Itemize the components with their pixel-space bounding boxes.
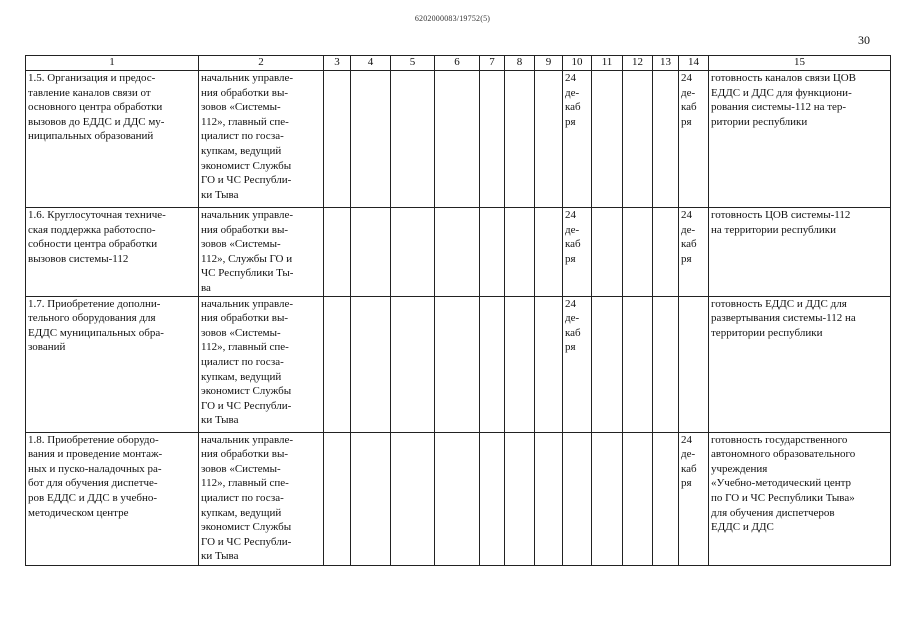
text-line: автономного образовательного xyxy=(711,448,856,461)
empty-cell-3 xyxy=(324,432,351,565)
deadline-cell-10 xyxy=(563,208,592,297)
text-line: начальник управле- xyxy=(201,209,294,221)
text-line: ва xyxy=(201,281,211,294)
empty-cell-11 xyxy=(592,208,623,297)
text-line: циалист по госза- xyxy=(201,491,284,504)
text-line: ЕДДС и ДДС для функциони- xyxy=(711,86,852,99)
text-line: ГО и ЧС Республи- xyxy=(201,535,292,548)
responsible-cell xyxy=(199,432,324,565)
empty-cell-5 xyxy=(391,296,435,432)
text-line: циалист по госза- xyxy=(201,355,284,368)
text-line: 1.5. Организация и предос- xyxy=(28,72,156,84)
empty-cell-13 xyxy=(653,432,679,565)
column-number-7: 7 xyxy=(480,56,505,71)
text-line: 1.6. Круглосуточная техниче- xyxy=(28,209,166,221)
text-line: ниципальных образований xyxy=(28,130,154,143)
empty-cell-8 xyxy=(505,432,535,565)
text-line: де- xyxy=(681,448,696,461)
text-line: де- xyxy=(565,86,580,99)
text-line: де- xyxy=(565,223,580,236)
column-number-13: 13 xyxy=(653,56,679,71)
text-line: ния обработки вы- xyxy=(201,448,289,461)
empty-cell-6 xyxy=(435,432,480,565)
text-line: ГО и ЧС Республи- xyxy=(201,174,292,187)
text-line: ря xyxy=(565,115,576,128)
empty-cell-4 xyxy=(351,71,391,208)
text-line: готовность государственного xyxy=(711,433,848,446)
text-line: ская поддержка работоспо- xyxy=(28,223,156,236)
text-line: зовов «Системы- xyxy=(201,101,281,114)
text-line: ЧС Республики Ты- xyxy=(201,267,294,280)
text-line: ря xyxy=(565,252,576,265)
text-line: ря xyxy=(565,341,576,354)
empty-cell-12 xyxy=(623,208,653,297)
column-number-8: 8 xyxy=(505,56,535,71)
empty-cell-12 xyxy=(623,71,653,208)
column-number-10: 10 xyxy=(563,56,592,71)
empty-cell-3 xyxy=(324,208,351,297)
text-line: экономист Службы xyxy=(201,159,292,172)
activity-cell xyxy=(26,296,199,432)
text-line: зовов «Системы- xyxy=(201,238,281,251)
text-line: каб xyxy=(565,101,581,114)
text-line: ЕДДС муниципальных обра- xyxy=(28,326,164,339)
text-line: ГО и ЧС Республи- xyxy=(201,399,292,412)
responsible-cell xyxy=(199,208,324,297)
text-line: 112», Службы ГО и xyxy=(201,252,293,265)
text-line: каб xyxy=(681,238,697,251)
text-line: зовов «Системы- xyxy=(201,462,281,475)
text-line: бот для обучения диспетче- xyxy=(28,477,158,490)
deadline-cell-14 xyxy=(679,296,709,432)
empty-cell-12 xyxy=(623,296,653,432)
text-line: ря xyxy=(681,252,692,265)
text-line: ния обработки вы- xyxy=(201,86,289,99)
empty-cell-6 xyxy=(435,208,480,297)
empty-cell-13 xyxy=(653,296,679,432)
text-line: на территории республики xyxy=(711,223,836,236)
text-line: ря xyxy=(681,115,692,128)
text-line: де- xyxy=(565,312,580,325)
text-line: 112», главный спе- xyxy=(201,115,289,128)
empty-cell-4 xyxy=(351,208,391,297)
text-line: 24 xyxy=(565,209,576,221)
text-line: «Учебно-методический центр xyxy=(711,477,852,490)
deadline-cell-10 xyxy=(563,432,592,565)
column-number-3: 3 xyxy=(324,56,351,71)
document-id: 6202000083/19752(5) xyxy=(414,14,491,23)
table-row xyxy=(26,296,891,432)
activity-cell xyxy=(26,432,199,565)
text-line: ря xyxy=(681,477,692,490)
text-line: начальник управле- xyxy=(201,297,294,310)
empty-cell-7 xyxy=(480,71,505,208)
text-line: де- xyxy=(681,223,696,236)
text-line: готовность ЦОВ системы-112 xyxy=(711,209,851,221)
text-line: экономист Службы xyxy=(201,521,292,534)
empty-cell-3 xyxy=(324,296,351,432)
text-line: ки Тыва xyxy=(201,188,239,201)
deadline-cell-14 xyxy=(679,208,709,297)
text-line: экономист Службы xyxy=(201,385,292,398)
text-line: ки Тыва xyxy=(201,414,239,427)
text-line: основного центра обработки xyxy=(28,101,163,114)
text-line: 24 xyxy=(681,72,692,84)
text-line: начальник управле- xyxy=(201,72,294,84)
empty-cell-9 xyxy=(535,71,563,208)
text-line: учреждения xyxy=(711,462,768,475)
deadline-cell-10 xyxy=(563,296,592,432)
text-line: развертывания системы-112 на xyxy=(711,312,856,325)
responsible-cell xyxy=(199,296,324,432)
text-line: купкам, ведущий xyxy=(201,370,282,383)
text-line: готовность ЕДДС и ДДС для xyxy=(711,297,847,310)
table-row xyxy=(26,432,891,565)
empty-cell-7 xyxy=(480,432,505,565)
text-line: зований xyxy=(28,341,66,354)
text-line: рования системы-112 на тер- xyxy=(711,101,847,114)
text-line: тельного оборудования для xyxy=(28,312,156,325)
activity-cell xyxy=(26,208,199,297)
deadline-cell-14 xyxy=(679,432,709,565)
responsible-cell xyxy=(199,71,324,208)
text-line: тавление каналов связи от xyxy=(28,86,151,99)
column-number-row xyxy=(26,56,891,71)
text-line: собности центра обработки xyxy=(28,238,158,251)
empty-cell-8 xyxy=(505,296,535,432)
text-line: территории республики xyxy=(711,326,823,339)
empty-cell-5 xyxy=(391,432,435,565)
text-line: вызовов системы-112 xyxy=(28,252,129,265)
empty-cell-13 xyxy=(653,208,679,297)
text-line: ров ЕДДС и ДДС в учебно- xyxy=(28,491,157,504)
text-line: каб xyxy=(681,462,697,475)
text-line: 24 xyxy=(681,209,692,221)
text-line: готовность каналов связи ЦОВ xyxy=(711,72,856,84)
empty-cell-9 xyxy=(535,432,563,565)
result-cell xyxy=(709,208,891,297)
empty-cell-6 xyxy=(435,296,480,432)
text-line: купкам, ведущий xyxy=(201,144,282,157)
empty-cell-11 xyxy=(592,71,623,208)
text-line: 112», главный спе- xyxy=(201,341,289,354)
empty-cell-7 xyxy=(480,208,505,297)
page-number: 30 xyxy=(858,33,870,47)
text-line: 24 xyxy=(565,297,576,310)
result-cell xyxy=(709,432,891,565)
text-line: ЕДДС и ДДС xyxy=(711,521,774,534)
result-cell xyxy=(709,71,891,208)
deadline-cell-14 xyxy=(679,71,709,208)
text-line: циалист по госза- xyxy=(201,130,284,143)
text-line: ных и пуско-наладочных ра- xyxy=(28,462,162,475)
empty-cell-4 xyxy=(351,296,391,432)
empty-cell-6 xyxy=(435,71,480,208)
text-line: 1.8. Приобретение оборудо- xyxy=(28,433,159,446)
empty-cell-9 xyxy=(535,296,563,432)
deadline-cell-10 xyxy=(563,71,592,208)
text-line: ния обработки вы- xyxy=(201,223,289,236)
text-line: ния обработки вы- xyxy=(201,312,289,325)
table-row xyxy=(26,71,891,208)
text-line: вызовов до ЕДДС и ДДС му- xyxy=(28,115,165,128)
table-row xyxy=(26,208,891,297)
text-line: ритории республики xyxy=(711,115,808,128)
column-number-2: 2 xyxy=(199,56,324,71)
text-line: зовов «Системы- xyxy=(201,326,281,339)
text-line: 24 xyxy=(681,433,692,446)
text-line: по ГО и ЧС Республики Тыва» xyxy=(711,491,855,504)
column-number-15: 15 xyxy=(709,56,891,71)
empty-cell-13 xyxy=(653,71,679,208)
text-line: каб xyxy=(565,326,581,339)
column-number-1: 1 xyxy=(26,56,199,71)
activity-cell xyxy=(26,71,199,208)
text-line: купкам, ведущий xyxy=(201,506,282,519)
empty-cell-8 xyxy=(505,71,535,208)
empty-cell-9 xyxy=(535,208,563,297)
empty-cell-4 xyxy=(351,432,391,565)
empty-cell-7 xyxy=(480,296,505,432)
text-line: де- xyxy=(681,86,696,99)
column-number-11: 11 xyxy=(592,56,623,71)
empty-cell-11 xyxy=(592,296,623,432)
empty-cell-5 xyxy=(391,208,435,297)
empty-cell-12 xyxy=(623,432,653,565)
text-line: методическом центре xyxy=(28,506,129,519)
empty-cell-11 xyxy=(592,432,623,565)
text-line: вания и проведение монтаж- xyxy=(28,448,163,461)
column-number-14: 14 xyxy=(679,56,709,71)
text-line: ки Тыва xyxy=(201,550,239,563)
empty-cell-5 xyxy=(391,71,435,208)
text-line: каб xyxy=(565,238,581,251)
column-number-4: 4 xyxy=(351,56,391,71)
column-number-5: 5 xyxy=(391,56,435,71)
text-line: каб xyxy=(681,101,697,114)
column-number-12: 12 xyxy=(623,56,653,71)
text-line: 24 xyxy=(565,72,576,84)
plan-table xyxy=(25,55,891,566)
text-line: начальник управле- xyxy=(201,433,294,446)
empty-cell-3 xyxy=(324,71,351,208)
text-line: для обучения диспетчеров xyxy=(711,506,835,519)
column-number-6: 6 xyxy=(435,56,480,71)
result-cell xyxy=(709,296,891,432)
empty-cell-8 xyxy=(505,208,535,297)
text-line: 1.7. Приобретение дополни- xyxy=(28,297,161,310)
column-number-9: 9 xyxy=(535,56,563,71)
text-line: 112», главный спе- xyxy=(201,477,289,490)
